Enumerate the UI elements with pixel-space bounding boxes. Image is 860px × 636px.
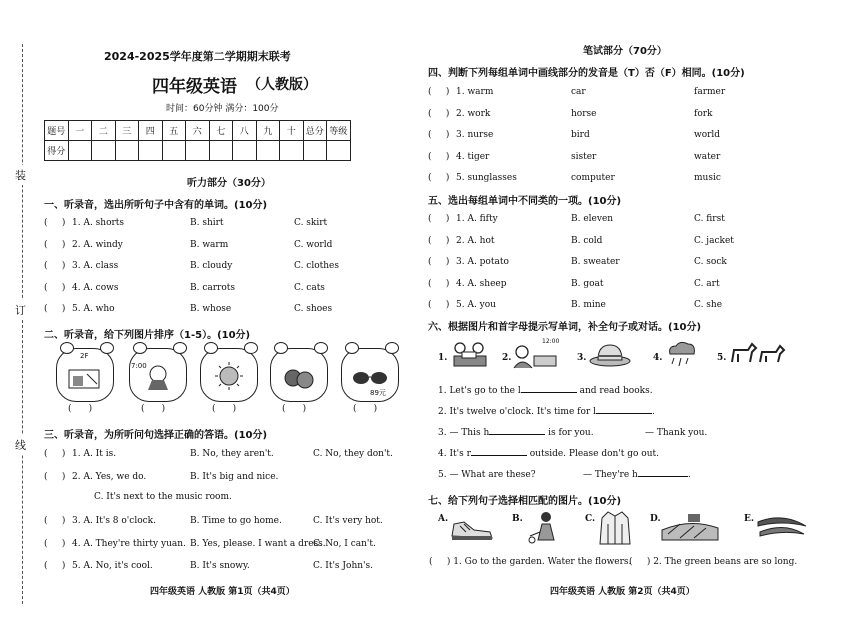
answer-blank[interactable] [489,434,545,435]
score-cell[interactable] [209,141,233,161]
q5-paren[interactable]: ( ) [428,214,450,224]
q6-sentence-2 [438,407,655,417]
q5-option-b: B. sweater [571,257,620,267]
binding-line [22,44,23,604]
frame-ear [100,342,114,354]
footer-left: 四年级英语 人教版 第1页（共4页） [150,587,295,597]
q3-option-c: C. It's John's. [313,561,373,571]
q5-option-c: C. art [694,278,720,289]
q6-s3-reply: — Thank you. [645,428,708,438]
q2-price-label: 89元 [370,389,386,397]
lunch-kid-icon [512,344,562,370]
q1-option-c: C. clothes [294,261,339,271]
score-header-cell: 三 [115,121,139,141]
frame-ear [244,342,258,354]
q3-option-c: C. No, they don't. [313,449,393,459]
q5-option-a: 3. A. potato [456,257,509,267]
q5-option-b: B. eleven [571,214,614,224]
q1-paren[interactable]: ( ) [44,261,66,271]
q6-pic-number: 2. [502,353,512,363]
q6-pic-number: 1. [438,353,448,363]
q7-letter: A. [438,514,449,524]
q1-option-b: B. cloudy [190,261,233,271]
q4-paren[interactable]: ( ) [428,108,450,119]
green-beans-icon [756,512,808,538]
frame-ear [274,342,288,354]
q7-letter: D. [650,514,661,524]
q4-option-b: sister [571,151,597,162]
q1-option-b: B. warm [190,239,229,250]
q4-paren[interactable]: ( ) [428,130,450,140]
q5-option-a: 1. A. fifty [456,214,498,224]
q5-paren[interactable]: ( ) [428,235,450,246]
q1-paren[interactable]: ( ) [44,304,66,314]
q5-title: 五、选出每组单词中不同类的一项。(10分) [428,196,622,207]
answer-blank[interactable] [596,413,652,414]
score-header-cell: 五 [162,121,186,141]
q5-option-b: B. mine [571,300,606,310]
sneakers-icon [450,512,496,542]
hat-icon [588,341,632,369]
answer-blank[interactable] [638,476,688,477]
q4-option-c: farmer [694,87,726,97]
q1-option-a: 2. A. windy [72,239,123,250]
subject-title: 四年级英语 [152,77,237,97]
score-header-cell: 题号 [45,121,69,141]
q3-paren[interactable]: ( ) [44,449,66,459]
q6-sentence-4 [438,449,659,459]
q2-answer-paren[interactable]: ( ) [353,404,378,414]
q3-option-a: 2. A. Yes, we do. [72,471,147,482]
tomatoes-icon [279,360,319,392]
binding-char: 线 [15,435,26,455]
q6-s1-text: 1. Let's go to the l [438,386,521,396]
written-title: 笔试部分（70分） [583,46,667,57]
q1-option-c: C. world [294,239,333,250]
q3-title: 三、听录音，为所听问句选择正确的答语。(10分) [44,430,268,441]
q4-paren[interactable]: ( ) [428,173,450,183]
q3-option-c: C. It's very hot. [313,516,383,526]
q6-s5-text: . [687,470,691,480]
footer-right: 四年级英语 人教版 第2页（共4页） [550,587,695,597]
q4-option-a: 3. nurse [456,130,494,140]
q7-title: 七、给下列句子选择相匹配的图片。(10分) [428,496,622,507]
q6-clock-label: 12:00 [542,338,560,345]
q1-option-a: 1. A. shorts [72,218,125,228]
q3-option-b: B. No, they aren't. [190,449,274,459]
q3-option-a: 1. A. It is. [72,449,117,459]
q5-paren[interactable]: ( ) [428,278,450,289]
q6-s3-text: is for you. [548,428,594,438]
score-header-cell: 六 [186,121,210,141]
score-header-cell: 九 [256,121,280,141]
answer-blank[interactable] [471,455,527,456]
q6-s5-reply [583,470,691,480]
q1-title: 一、听录音，选出所听句子中含有的单词。(10分) [44,200,268,211]
q6-s2-text: . [651,407,655,417]
q4-option-a: 4. tiger [456,151,490,162]
classroom-icon [65,360,105,392]
q5-option-a: 4. A. sheep [456,278,507,289]
score-cell[interactable] [327,141,351,161]
q1-option-c: C. skirt [294,218,328,228]
q4-option-a: 5. sunglasses [456,173,517,183]
listening-title: 听力部分（30分） [187,178,271,189]
frame-ear [133,342,147,354]
frame-ear [173,342,187,354]
q4-option-b: horse [571,108,597,119]
q5-paren[interactable]: ( ) [428,300,450,310]
q3-extra-option: C. It's next to the music room. [94,492,232,502]
watering-kid-icon [526,510,566,544]
q6-s3-text: 3. — This h [438,428,490,438]
q1-option-a: 4. A. cows [72,282,119,293]
score-header-cell: 一 [68,121,92,141]
q6-s4-text: 4. It's r [438,449,471,459]
q4-option-a: 2. work [456,108,491,119]
q5-option-a: 5. A. you [456,300,496,310]
q4-option-c: music [694,173,721,183]
score-cell[interactable] [139,141,163,161]
q3-option-a: 5. A. No, it's cool. [72,561,153,571]
q4-title: 四、判断下列每组单词中画线部分的发音是（T）否（F）相同。(10分) [428,68,745,79]
q1-option-c: C. cats [294,282,325,293]
score-cell[interactable] [303,141,327,161]
binding-char: 订 [15,300,26,320]
q4-paren[interactable]: ( ) [428,87,450,97]
binding-char: 装 [15,165,26,185]
sun-icon [209,360,249,392]
q5-paren[interactable]: ( ) [428,257,450,267]
q6-sentence-1 [438,386,653,396]
q4-option-b: car [571,87,586,97]
score-header-cell: 七 [209,121,233,141]
edition-label: （人教版） [247,77,317,93]
frame-ear [314,342,328,354]
q7-sentence: 1. Go to the garden. Water the flowers. [453,557,632,567]
q3-option-a: 4. A. They're thirty yuan. [72,538,186,549]
q2-answer-paren[interactable]: ( ) [141,404,166,414]
q3-option-a: 3. A. It's 8 o'clock. [72,516,156,526]
q1-paren[interactable]: ( ) [44,239,66,250]
score-header-cell: 总分 [303,121,327,141]
q1-option-a: 3. A. class [72,261,119,271]
frame-ear [345,342,359,354]
q3-paren[interactable]: ( ) [44,471,66,482]
q6-s5-text: — They're h [583,470,638,480]
q1-option-a: 5. A. who [72,304,115,314]
q6-s1-text: and read books. [579,386,653,396]
q2-answer-paren[interactable]: ( ) [282,404,307,414]
score-row-label: 得分 [45,141,69,161]
q1-paren[interactable]: ( ) [44,218,66,228]
horses-icon [728,340,788,368]
q6-sentence-5 [438,470,536,480]
jacket-icon [598,510,632,546]
q1-paren[interactable]: ( ) [44,282,66,293]
q4-option-a: 1. warm [456,87,494,97]
q1-option-b: B. whose [190,304,232,314]
exam-title: 2024-2025学年度第二学期期末联考 [104,50,291,63]
q2-clock-label: 7:00 [131,362,147,370]
q6-s2-text: 2. It's twelve o'clock. It's time for l [438,407,596,417]
score-header-cell: 十 [280,121,304,141]
q5-option-b: B. goat [571,278,604,289]
score-header-cell: 等级 [327,121,351,141]
frame-ear [60,342,74,354]
frame-ear [204,342,218,354]
score-cell[interactable] [68,141,92,161]
q2-answer-paren[interactable]: ( ) [212,404,237,414]
score-cell[interactable] [186,141,210,161]
q1-option-b: B. carrots [190,282,235,293]
q6-title: 六、根据图片和首字母提示写单词，补全句子或对话。(10分) [428,322,702,333]
reading-kids-icon [450,340,490,370]
q6-s4-text: outside. Please don't go out. [529,449,659,459]
q1-option-b: B. shirt [190,218,224,228]
score-cell[interactable] [92,141,116,161]
answer-blank[interactable] [521,392,577,393]
frame-ear [385,342,399,354]
score-cell[interactable] [256,141,280,161]
q4-option-c: fork [694,108,713,119]
farm-field-icon [660,510,720,544]
q3-option-c: C. No, I can't. [313,538,376,549]
score-cell[interactable] [233,141,257,161]
q5-option-c: C. first [694,214,725,224]
score-header-cell: 八 [233,121,257,141]
q2-answer-paren[interactable]: ( ) [68,404,93,414]
q3-option-b: B. It's big and nice. [190,471,279,482]
q5-option-c: C. she [694,300,723,310]
rain-cloud-icon [664,340,700,372]
score-header-cell: 四 [139,121,163,141]
q6-s5-text: 5. — What are these? [438,470,536,480]
q5-option-b: B. cold [571,235,603,246]
q5-option-c: C. jacket [694,235,734,246]
q3-option-b: B. It's snowy. [190,561,250,571]
q6-sentence-3 [438,428,594,438]
q2-floor-label: 2F [80,352,89,360]
score-table [44,120,351,161]
q7-letter: B. [512,514,523,524]
q7-item-1: ( ) 1. Go to the garden. Water the flowers. [429,557,632,567]
q7-sentence: 2. The green beans are so long. [653,557,798,567]
q6-pic-number: 5. [717,353,727,363]
q4-option-b: computer [571,173,615,183]
q2-title: 二、听录音，给下列图片排序（1-5）。(10分) [44,330,251,341]
q3-paren[interactable]: ( ) [44,516,66,526]
q5-option-c: C. sock [694,257,727,267]
exam-meta: 时间：60分钟 满分：100分 [166,104,279,114]
q3-paren[interactable]: ( ) [44,561,66,571]
q7-letter: E. [744,514,754,524]
q6-pic-number: 3. [577,353,587,363]
q4-paren[interactable]: ( ) [428,151,450,162]
score-cell[interactable] [280,141,304,161]
q3-option-b: B. Time to go home. [190,516,282,526]
q7-item-2: ( ) 2. The green beans are so long. [629,557,798,567]
score-cell[interactable] [162,141,186,161]
q1-option-c: C. shoes [294,304,333,314]
score-cell[interactable] [115,141,139,161]
q4-option-c: world [694,130,721,140]
q3-paren[interactable]: ( ) [44,538,66,549]
score-header-cell: 二 [92,121,116,141]
q3-option-b: B. Yes, please. I want a dress. [190,538,326,549]
q4-option-c: water [694,151,721,162]
q5-option-a: 2. A. hot [456,235,495,246]
q4-option-b: bird [571,130,590,140]
q7-letter: C. [585,514,596,524]
q6-pic-number: 4. [653,353,663,363]
